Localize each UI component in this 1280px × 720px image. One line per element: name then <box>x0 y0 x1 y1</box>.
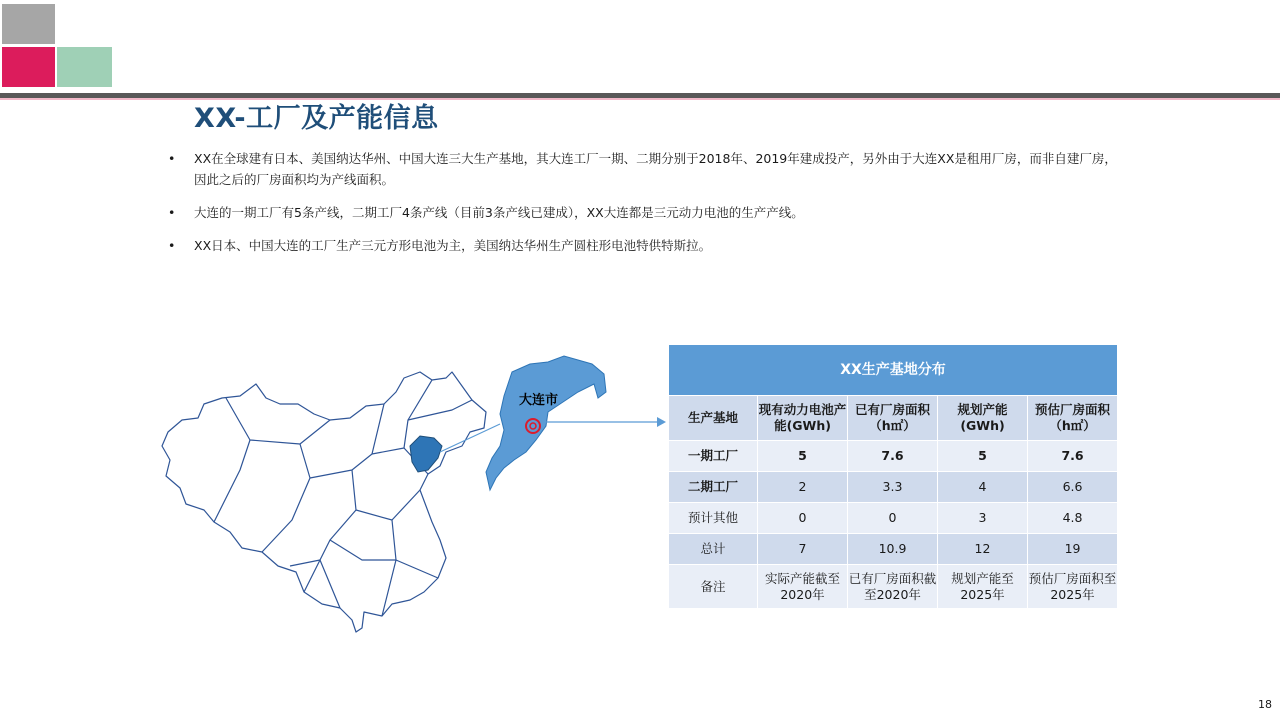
bullet-text: 大连的一期工厂有5条产线，二期工厂4条产线（目前3条产线已建成），XX大连都是三元动力电池的生产产线。 <box>194 205 804 220</box>
table-cell: 实际产能截至2020年 <box>758 565 848 609</box>
header-cell: 规划产能(GWh) <box>938 396 1028 441</box>
dalian-region <box>486 356 606 490</box>
table-cell: 6.6 <box>1028 472 1118 503</box>
table-cell: 12 <box>938 534 1028 565</box>
table-cell: 4.8 <box>1028 503 1118 534</box>
bullet-marker: • <box>168 151 176 166</box>
header-cell: 生产基地 <box>669 396 758 441</box>
table-row <box>669 472 1118 503</box>
table-cell: 总计 <box>669 534 758 565</box>
table-title-row <box>669 345 1118 396</box>
city-label: 大连市 <box>519 393 559 408</box>
arrow-head-icon <box>657 417 666 427</box>
table-row <box>669 503 1118 534</box>
header-cell: 预估厂房面积（h㎡） <box>1028 396 1118 441</box>
liaoning-highlight <box>410 436 442 472</box>
table-title: XX生产基地分布 <box>669 345 1118 396</box>
table-cell: 预估厂房面积至2025年 <box>1028 565 1118 609</box>
table-cell: 2 <box>758 472 848 503</box>
connector-line <box>440 424 500 452</box>
bullet-marker: • <box>168 205 176 220</box>
table-header-row <box>669 396 1118 441</box>
table-cell: 5 <box>758 441 848 472</box>
table-cell: 预计其他 <box>669 503 758 534</box>
table-cell: 7.6 <box>848 441 938 472</box>
table-cell: 10.9 <box>848 534 938 565</box>
table-cell: 备注 <box>669 565 758 609</box>
china-outline <box>162 372 486 632</box>
slide-title: XX-工厂及产能信息 <box>194 103 439 134</box>
table-cell: 已有厂房面积截至2020年 <box>848 565 938 609</box>
table-cell: 二期工厂 <box>669 472 758 503</box>
production-table <box>668 344 1118 609</box>
table-row <box>669 441 1118 472</box>
page-number: 18 <box>1258 698 1272 711</box>
table-cell: 规划产能至2025年 <box>938 565 1028 609</box>
table-row <box>669 565 1118 609</box>
table-cell: 3 <box>938 503 1028 534</box>
table-row <box>669 534 1118 565</box>
table-cell: 4 <box>938 472 1028 503</box>
header-cell: 现有动力电池产能(GWh) <box>758 396 848 441</box>
table-cell: 19 <box>1028 534 1118 565</box>
header-cell: 已有厂房面积（h㎡） <box>848 396 938 441</box>
bullet-text: XX日本、中国大连的工厂生产三元方形电池为主，美国纳达华州生产圆柱形电池特供特斯拉。 <box>194 238 712 253</box>
table-cell: 0 <box>758 503 848 534</box>
bullet-marker: • <box>168 238 176 253</box>
table-cell: 5 <box>938 441 1028 472</box>
bullet-text: XX在全球建有日本、美国纳达华州、中国大连三大生产基地，其大连工厂一期、二期分别于2018年、2019年建成投产，另外由于大连XX是租用厂房，而非自建厂房，因此之后的厂房面积均为产线面积。 <box>194 151 1117 187</box>
table-cell: 一期工厂 <box>669 441 758 472</box>
table-cell: 3.3 <box>848 472 938 503</box>
table-cell: 7.6 <box>1028 441 1118 472</box>
table-cell: 0 <box>848 503 938 534</box>
table-cell: 7 <box>758 534 848 565</box>
